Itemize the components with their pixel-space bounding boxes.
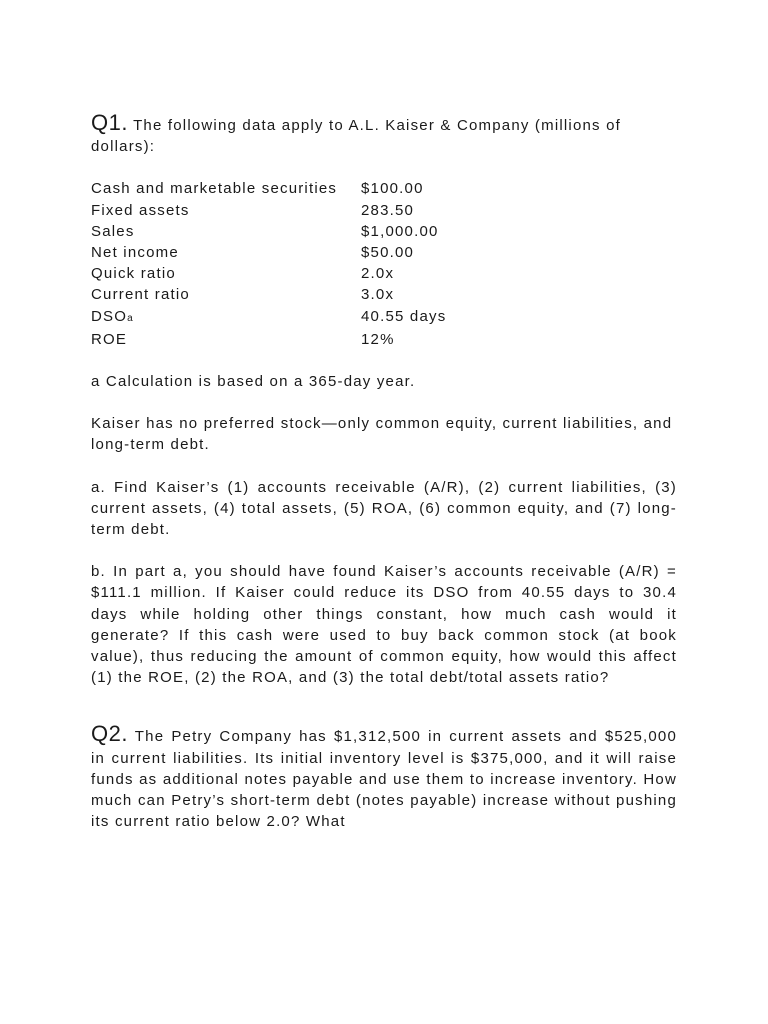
table-row [91,178,446,199]
table-row [91,284,446,305]
row-value: $50.00 [361,244,415,262]
row-label: Quick ratio [91,265,176,283]
row-value: 283.50 [361,201,415,219]
row-value: $1,000.00 [361,222,439,240]
row-value: 40.55 days [361,307,447,325]
row-value: 12% [361,330,395,348]
row-label: ROE [91,330,128,348]
row-value: 3.0x [361,286,395,304]
table-row [91,221,446,242]
table-row [91,263,446,284]
q1-note: Kaiser has no preferred stock—only common equity, current liabilities, and long-term debt. [91,415,673,454]
q1-data-table [91,178,446,350]
table-row [91,200,446,221]
q2-number: Q2. [91,721,128,747]
row-value: $100.00 [361,180,424,198]
row-label: Sales [91,222,135,240]
table-row [91,242,446,263]
q1-footnote: a Calculation is based on a 365-day year. [91,373,416,391]
row-value: 2.0x [361,265,395,283]
document-page [91,112,677,832]
row-label: Fixed assets [91,201,190,219]
table-row [91,329,446,350]
q2-text [91,723,677,832]
row-label: Current ratio [91,286,190,304]
row-label: Net income [91,244,179,262]
q1-intro [91,112,677,157]
row-label: Cash and marketable securities [91,180,338,198]
q1-part-a: a. Find Kaiser’s (1) accounts receivable (A/R), (2) current liabilities, (3) current assets, (4) total assets, (5) ROA, (6) common equity, and (7) long-term debt. [91,478,677,539]
q1-part-b: b. In part a, you should have found Kaiser’s accounts receivable (A/R) = $111.1 million. If Kaiser could reduce its DSO from 40.55 days to 30.4 days while holding other things constant, how much cash would it generate? If this cash were used to buy back common stock (at book value), thus reducing the amount of common equity, how would this affect (1) the ROE, (2) the ROA, and (3) the total debt/total assets ratio? [91,563,677,687]
table-row [91,306,446,329]
q1-intro-text: The following data apply to A.L. Kaiser & Company (millions of dollars): [91,117,622,156]
dso-footnote-marker: a [127,312,133,324]
row-label [91,306,361,329]
q2-body: The Petry Company has $1,312,500 in current assets and $525,000 in current liabilities. Its initial inventory level is $375,000, and it will raise funds as additional notes payable and use them to increase inventory. How much can Petry’s short-term debt (notes payable) increase without pushing its current ratio below 2.0? What [91,728,677,831]
dso-label: DSO [91,307,128,325]
q1-number: Q1. [91,110,128,135]
